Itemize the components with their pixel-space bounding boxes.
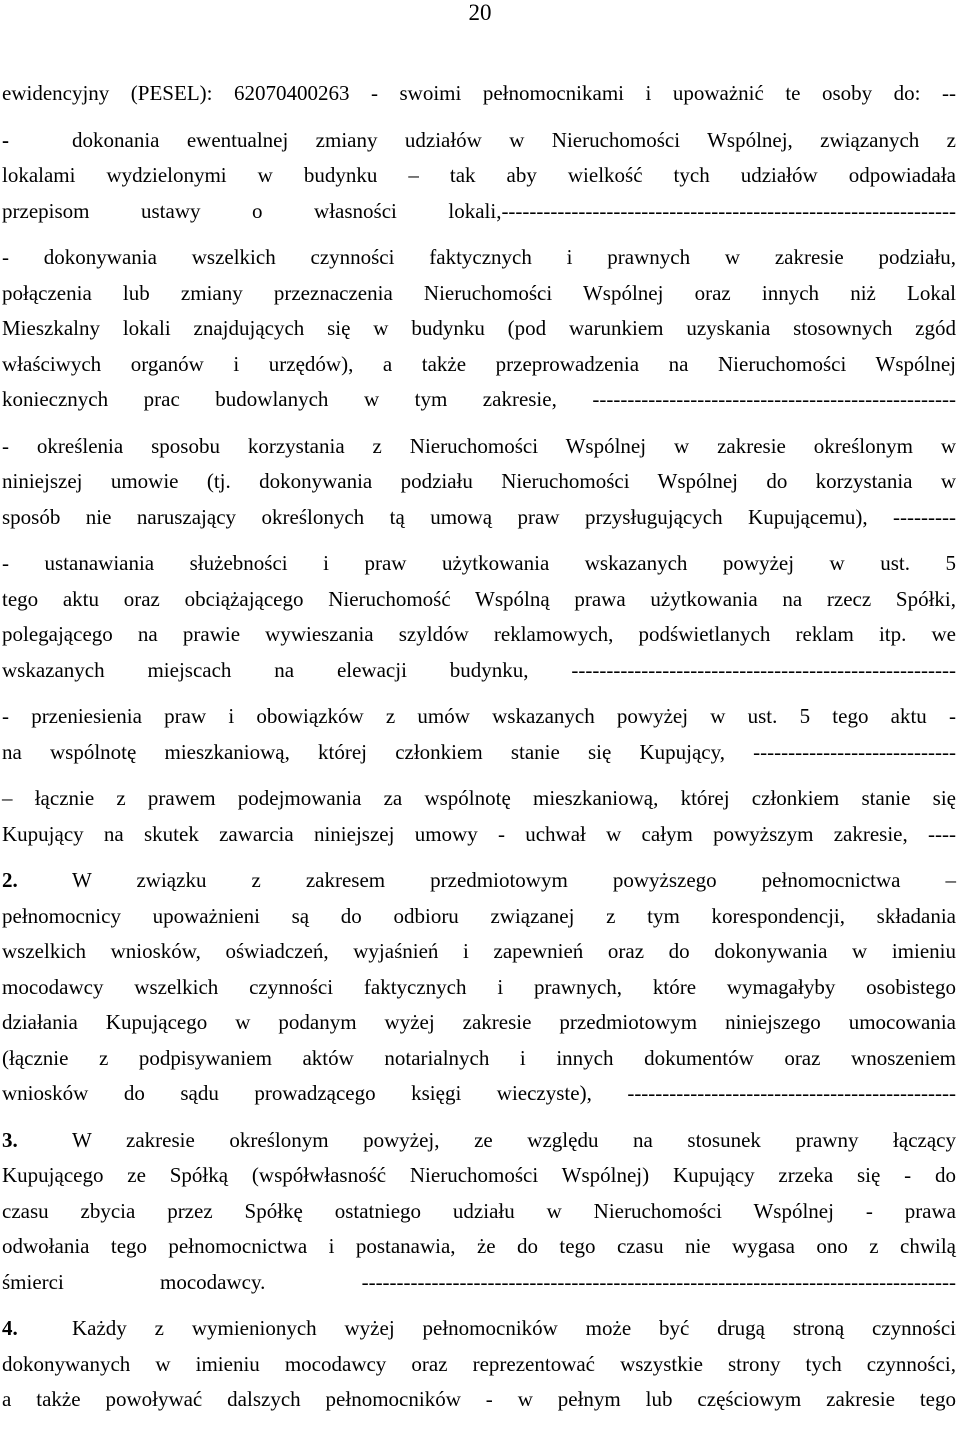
list-item: [2, 123, 956, 159]
paragraph-line: W związku z zakresem przedmiotowym powyższego pełnomocnictwa –: [72, 868, 956, 892]
page-number: 20: [468, 0, 492, 25]
paragraph-line: tego aktu oraz obciążającego Nieruchomość Wspólną prawa użytkowania na rzecz Spółki,: [2, 586, 956, 611]
section-4-heading-line: [2, 1311, 956, 1347]
paragraph-line: wszelkich wniosków, oświadczeń, wyjaśnień i zapewnień oraz do dokonywania w imieniu: [2, 939, 956, 963]
paragraph-line: polegającego na prawie wywieszania szyldów reklamowych, podświetlanych reklam itp. we: [2, 622, 956, 646]
paragraph-line: a także powoływać dalszych pełnomocników - w pełnym lub częściowym zakresie tego: [2, 1387, 956, 1411]
paragraph-line: lokalami wydzielonymi w budynku – tak aby wielkość tych udziałów odpowiadała: [2, 163, 956, 187]
paragraph-line: Kupujący na skutek zawarcia niniejszej umowy - uchwał w całym powyższym zakresie, ----: [2, 821, 956, 846]
paragraph-line: śmierci mocodawcy. -------------------------------------------------------------------------------------: [2, 1269, 956, 1294]
paragraph-line: (łącznie z podpisywaniem aktów notarialnych i innych dokumentów oraz wnoszeniem: [2, 1045, 956, 1070]
paragraph-line: dokonania ewentualnej zmiany udziałów w Nieruchomości Wspólnej, związanych z: [72, 127, 956, 152]
paragraph-line: – łącznie z prawem podejmowania za wspólnotę mieszkaniową, której członkiem stanie się: [2, 786, 956, 810]
section-number: 4.: [2, 1316, 18, 1340]
paragraph-line: wskazanych miejscach na elewacji budynku, -------------------------------------------------------: [2, 657, 956, 682]
paragraph-line: wniosków do sądu prowadzącego księgi wieczyste), -----------------------------------------------: [2, 1081, 956, 1105]
section-number: 2.: [2, 868, 18, 892]
section-number: 3.: [2, 1127, 18, 1152]
paragraph-line: przepisom ustawy o własności lokali,-----------------------------------------------------------------: [2, 198, 956, 223]
paragraph-line: niniejszej umowie (tj. dokonywania podziału Nieruchomości Wspólnej do korzystania w: [2, 469, 956, 493]
paragraph-line: dokonywanych w imieniu mocodawcy oraz reprezentować wszystkie strony tych czynności,: [2, 1351, 956, 1376]
paragraph-line: Każdy z wymienionych wyżej pełnomocników może być drugą stroną czynności: [72, 1316, 956, 1340]
paragraph-line: W zakresie określonym powyżej, ze względu na stosunek prawny łączący: [72, 1127, 956, 1152]
paragraph-line: pełnomocnicy upoważnieni są do odbioru związanej z tym korespondencji, składania: [2, 903, 956, 928]
paragraph-line: na wspólnotę mieszkaniową, której członkiem stanie się Kupujący, -----------------------------: [2, 739, 956, 764]
paragraph-line: ewidencyjny (PESEL): 62070400263 - swoimi pełnomocnikami i upoważnić te osoby do: --: [2, 81, 956, 105]
paragraph-line: Mieszkalny lokali znajdujących się w budynku (pod warunkiem uzyskania stosownych zgód: [2, 316, 956, 340]
paragraph-line: - ustanawiania służebności i praw użytkowania wskazanych powyżej w ust. 5: [2, 551, 956, 575]
paragraph-line: działania Kupującego w podanym wyżej zakresie przedmiotowym niniejszego umocowania: [2, 1010, 956, 1034]
paragraph-line: sposób nie naruszający określonych tą umową praw przysługujących Kupującemu), ---------: [2, 504, 956, 529]
paragraph-line: - przeniesienia praw i obowiązków z umów wskazanych powyżej w ust. 5 tego aktu -: [2, 704, 956, 728]
paragraph-line: koniecznych prac budowlanych w tym zakresie, ----------------------------------------------------: [2, 387, 956, 411]
document-body: [2, 76, 956, 1418]
paragraph-line: - dokonywania wszelkich czynności faktycznych i prawnych w zakresie podziału,: [2, 245, 956, 269]
list-dash: -: [2, 127, 9, 152]
section-3-heading-line: [2, 1123, 956, 1159]
section-2-heading-line: [2, 863, 956, 899]
paragraph-line: Kupującego ze Spółką (współwłasność Nieruchomości Wspólnej) Kupujący zrzeka się - do: [2, 1163, 956, 1187]
paragraph-line: połączenia lub zmiany przeznaczenia Nieruchomości Wspólnej oraz innych niż Lokal: [2, 280, 956, 305]
paragraph-line: mocodawcy wszelkich czynności faktycznych i prawnych, które wymagałyby osobistego: [2, 974, 956, 999]
paragraph-line: czasu zbycia przez Spółkę ostatniego udziału w Nieruchomości Wspólnej - prawa: [2, 1198, 956, 1223]
paragraph-line: właściwych organów i urzędów), a także przeprowadzenia na Nieruchomości Wspólnej: [2, 351, 956, 376]
paragraph-line: odwołania tego pełnomocnictwa i postanawia, że do tego czasu nie wygasa ono z chwilą: [2, 1234, 956, 1258]
paragraph-line: - określenia sposobu korzystania z Nieruchomości Wspólnej w zakresie określonym w: [2, 433, 956, 458]
